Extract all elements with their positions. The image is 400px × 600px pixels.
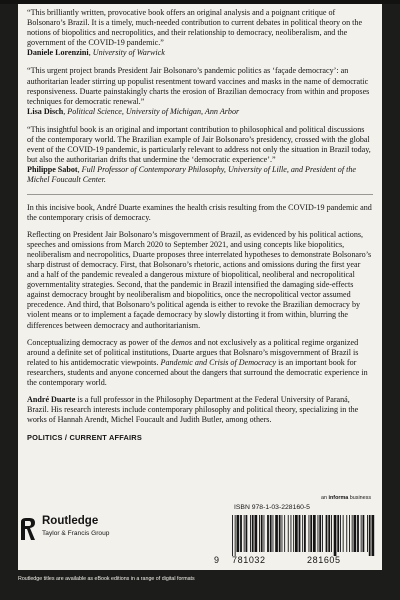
barcode-bar [284, 515, 285, 552]
endorsement-quote-3: “This insightful book is an original and important contribution to philosophical and political discussions of the contemporary world. The Brazilian example of Jair Bolsonaro’s presidency, crossed with the global event of the COVID-19 pandemic, is particularly relevant to address not only the situation in Brazil today, but also the authoritarian drifts that undermine the ‘democratic experience’.” [27, 124, 371, 165]
barcode-bar [288, 515, 289, 552]
endorsement-quote-1: “This brilliantly written, provocative book offers an original analysis and a poignant critique of Bolsonaro’s Brazil. It is a timely, much-needed contribution to current debates in political theory on the notions of biopolitics and necropolitics, and their relationship to democracy, neoliberalism, and the government of the COVID-19 pandemic.” [27, 8, 363, 48]
barcode-bar [343, 515, 344, 552]
barcode-bar [261, 515, 263, 552]
informa-name: informa [328, 495, 349, 501]
endorser-name-3: Philippe Sabot [27, 165, 78, 175]
endorser-name-1: Daniele Lorenzini [27, 48, 89, 58]
barcode-digits-left: 781032 [232, 555, 266, 565]
blurb-intro: In this incisive book, André Duarte examines the health crisis resulting from the COVID-19 pandemic and the contemporary crisis of democracy. [27, 202, 372, 222]
barcode-bar [322, 515, 323, 552]
author-bio-text: is a full professor in the Philosophy Department at the Federal University of Paraná, Brazil. His research interests include contemporary philosophy and political theory, specializing in the works of Hannah Arendt, Michel Foucault and Judith Butler, among others. [27, 395, 359, 425]
barcode-bar [250, 515, 251, 552]
barcode-bar [363, 515, 365, 552]
barcode-bar [352, 515, 353, 552]
routledge-logo [18, 512, 138, 552]
barcode-bar [232, 515, 233, 556]
publisher-name: Routledge [42, 515, 99, 527]
barcode-bar [349, 515, 350, 552]
endorsement-attribution-2: Lisa Disch, Political Science, University of Michigan, Ann Arbor [27, 106, 240, 116]
isbn-label: ISBN 978-1-03-228160-5 [234, 504, 310, 511]
barcode-bar [319, 515, 321, 552]
blurb-demos-term: demos [171, 337, 192, 347]
blurb-concept-text-b: and not exclusively as a political regime organized around a definite set of political institutions, Duarte argues that Bolsnaro’s misgovernment of Brazil is related to his antidemocratic viewpoints. [27, 337, 359, 367]
barcode-bar [299, 515, 301, 552]
back-cover-panel [18, 4, 382, 570]
barcode-bar [267, 515, 269, 552]
endorser-affiliation-2: Political Science, University of Michigan, Ann Arbor [67, 106, 240, 116]
barcode-bar [295, 515, 298, 552]
blurb-concept-text-a: Conceptualizing democracy as power of the [27, 337, 172, 347]
barcode-bar [326, 515, 328, 552]
endorsement-attribution-1: Daniele Lorenzini, University of Warwick [27, 48, 165, 58]
barcode-bar [372, 515, 375, 556]
barcode-bar [340, 515, 341, 552]
barcode-bar [357, 515, 359, 552]
barcode-bar [367, 515, 368, 552]
barcode-bar [237, 515, 240, 552]
barcode-bar [328, 515, 330, 552]
barcode-bar [282, 515, 283, 552]
endorser-name-2: Lisa Disch [27, 106, 64, 116]
barcode-bar [275, 515, 278, 552]
barcode-bar [346, 515, 347, 552]
barcode-digits-right: 281605 [307, 555, 341, 565]
barcode-bar [291, 515, 292, 552]
barcode-bar [246, 515, 248, 552]
barcode-bar [302, 515, 303, 552]
endorser-affiliation-3: Full Professor of Contemporary Philosophy, University of Lille, and President of the Michel Foucault Center. [27, 165, 356, 185]
blurb-analysis: Reflecting on President Jair Bolsonaro’s misgovernment of Brazil, as evidenced by his political actions, speeches and omissions from March 2020 to September 2021, and using concepts like biopolitics, neoliberalism and necropolitics, Duarte proposes three interrelated hypotheses to demonstrate Bolsonaro’s sharp distrust of democracy. First, that Bolsonaro’s rhetoric, actions and omissions during the first year and a half of the pandemic revealed a dangerous mixture of biopolitical, neoliberal and necropolitical governmentality strategies. Second, that the pandemic in Brazil intensified the damaging side-effects against democracy brought by neoliberalism and biopolitics, once the necropolitical vector assumed precedence. And third, that Bolsonaro’s political agenda is either to revoke the Brazilian democracy by violent means or to implement a façade democracy by slowly distorting it from within, blurring the differences between democracy and authoritarianism. [27, 229, 372, 330]
barcode-bar [244, 515, 245, 552]
ebook-availability-note: Routledge titles are available as eBook editions in a range of digital formats [18, 576, 195, 582]
isbn-barcode [222, 513, 382, 556]
barcode-bar [309, 515, 310, 552]
barcode-bar [264, 515, 265, 552]
subject-category: POLITICS / CURRENT AFFAIRS [27, 433, 142, 443]
blurb-book-title: Pandemic and Crisis of Democracy [160, 357, 277, 367]
author-bio [27, 395, 373, 425]
barcode-bar [361, 515, 362, 552]
barcode-bar [354, 515, 357, 552]
barcode-bar [270, 515, 272, 552]
barcode-bar [310, 515, 312, 552]
barcode-bar [255, 515, 258, 552]
barcode-bar [334, 515, 337, 556]
barcode-bar [279, 515, 281, 552]
routledge-emblem-icon [18, 516, 38, 542]
barcode-bar [313, 515, 316, 552]
informa-tagline [321, 495, 371, 501]
barcode-bar [331, 515, 332, 552]
barcode-digit-prefix: 9 [214, 555, 220, 565]
barcode-bar [252, 515, 254, 552]
barcode-bar [369, 515, 371, 556]
informa-prefix: an [321, 495, 329, 501]
barcode-bar [337, 515, 339, 552]
endorsement-quote-2: “This urgent project brands President Jair Bolsonaro’s pandemic politics as ‘façade democracy’: an authoritarian leader stirring up populist resentment toward vaccines and masks in the name of democratic responsiveness. Duarte painstakingly charts the erosion of Brazilian democracy from within and proposes techniques for democratic renewal.” [27, 66, 370, 106]
blurb-concept [27, 338, 373, 388]
publisher-group: Taylor & Francis Group [42, 530, 110, 537]
informa-suffix: business [348, 495, 372, 501]
barcode-bar [304, 515, 306, 552]
barcode-bar [318, 515, 319, 552]
endorsement-attribution-3: Philippe Sabot, Full Professor of Contemporary Philosophy, University of Lille, and President of the Michel Foucault Center. [27, 165, 356, 185]
section-divider [27, 194, 373, 195]
barcode-bar [259, 515, 260, 552]
barcode-bar [293, 515, 294, 552]
barcode-bar [273, 515, 274, 552]
footer-bar [0, 570, 400, 600]
barcode-bar [235, 515, 236, 556]
barcode-bar [240, 515, 242, 552]
author-name: André Duarte [27, 395, 76, 405]
blurb-concept-text-c: is an important book for researchers, students and anyone concerned about the dangers that surround the democratic experience in the contemporary world. [27, 357, 368, 387]
endorser-affiliation-1: University of Warwick [92, 48, 165, 58]
